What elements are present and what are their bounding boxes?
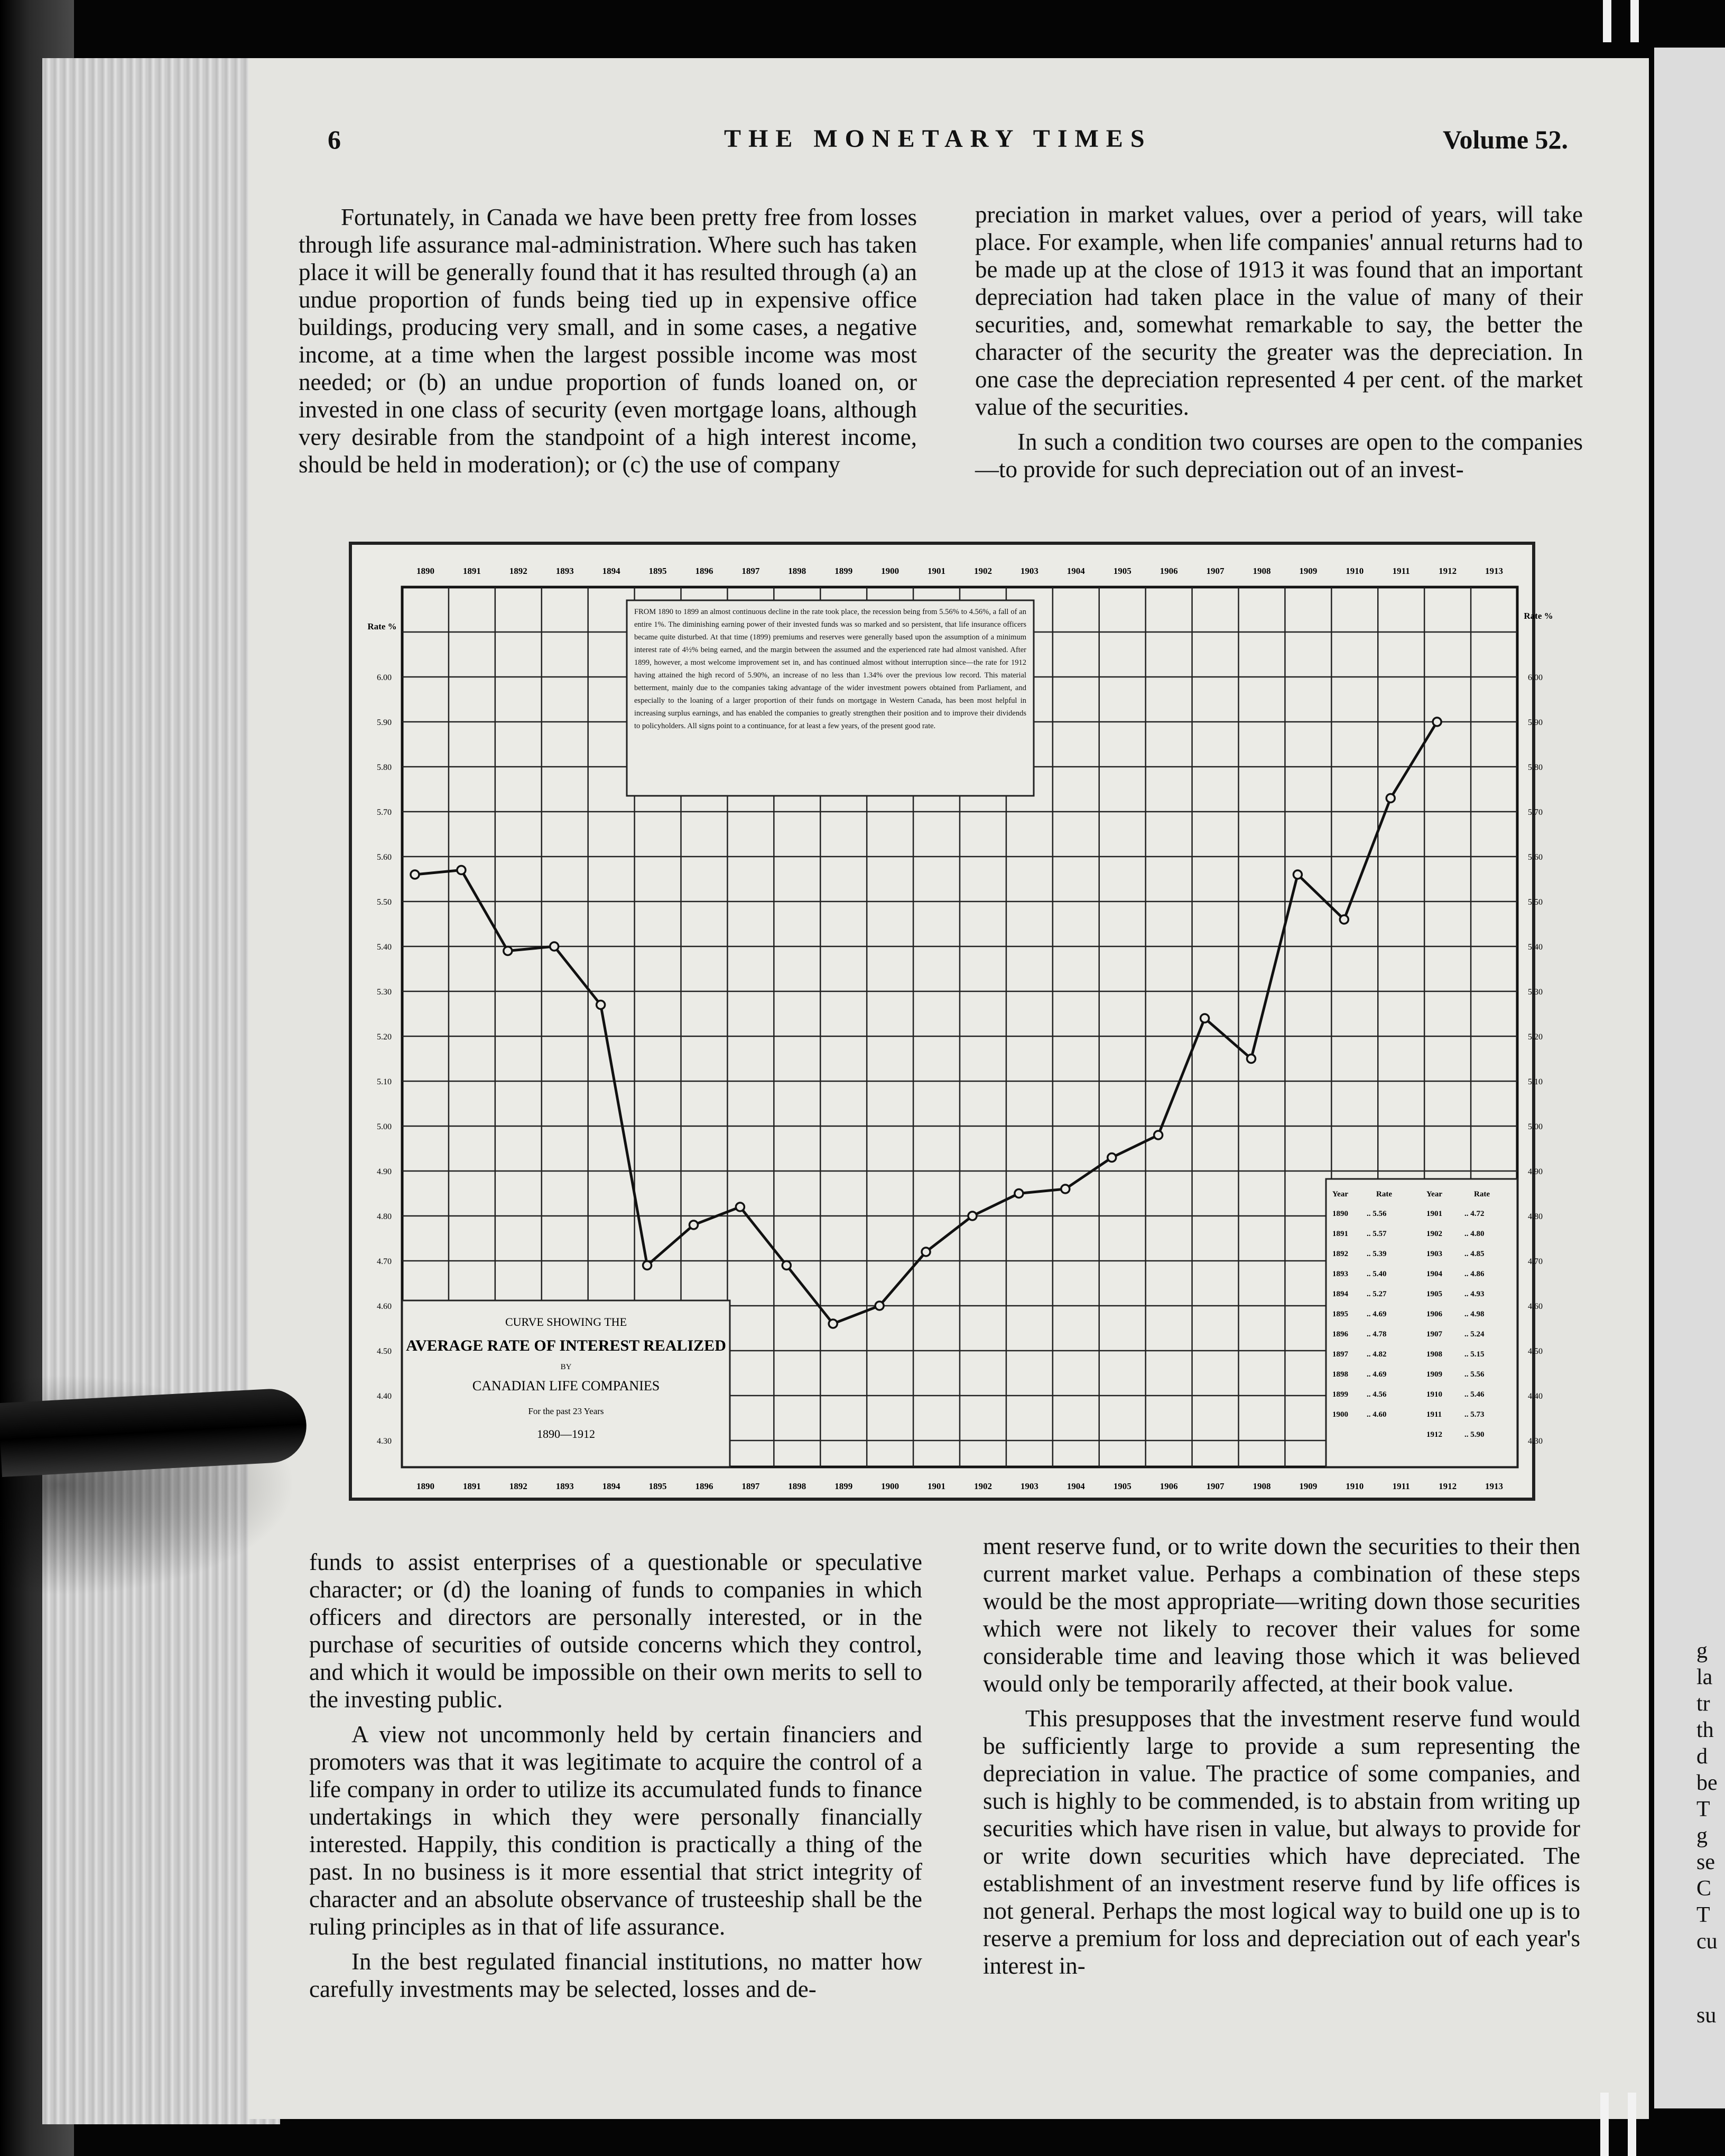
data-point [922,1248,930,1256]
x-tick-label-top: 1894 [602,566,620,576]
table-cell: 1895 [1332,1310,1348,1318]
table-cell: .. 4.69 [1367,1310,1387,1318]
chart-title-by: BY [560,1363,572,1371]
x-tick-label-bottom: 1904 [1066,1481,1085,1491]
table-cell: .. 4.93 [1464,1290,1485,1298]
x-tick-label-bottom: 1892 [509,1481,527,1491]
y-tick-label-right: 5.70 [1528,808,1543,817]
table-cell: 1897 [1332,1350,1348,1359]
data-point [643,1261,652,1270]
table-cell: 1911 [1426,1410,1442,1419]
x-tick-label-top: 1899 [834,566,853,576]
y-tick-label-right: 4.50 [1528,1347,1543,1356]
y-tick-label-right: 4.40 [1528,1392,1543,1401]
y-tick-label-left: 5.90 [377,718,392,727]
y-tick-label-right: 4.80 [1528,1212,1543,1221]
table-header: Year [1426,1190,1442,1198]
x-tick-label-top: 1897 [741,566,760,576]
y-tick-label-left: 4.50 [377,1347,392,1356]
paragraph: ment reserve fund, or to write down the securities to their then current market value. Perhaps a combination of these steps would be the most appropriate—writing down those securities which were not likely to recover their values for some considerable time and leaving those which it was believed would only be temporarily affected, at their book value. [983,1533,1580,1697]
data-point [550,942,559,951]
y-tick-label-left: 5.30 [377,988,392,997]
table-cell: .. 4.82 [1367,1350,1387,1359]
y-tick-label-right: 4.30 [1528,1437,1543,1446]
data-point [597,1001,605,1009]
y-tick-label-left: 5.40 [377,943,392,952]
table-header: Rate [1474,1190,1490,1198]
data-point [1061,1185,1070,1193]
x-tick-label-top: 1898 [788,566,806,576]
y-tick-label-right: 4.70 [1528,1257,1543,1266]
table-cell: .. 4.80 [1464,1230,1485,1238]
article-column-bottom-left [309,1548,922,2003]
journal-title: THE MONETARY TIMES [724,125,1152,153]
facing-page-fragment: la [1696,1665,1713,1689]
y-tick-label-right: 5.90 [1528,718,1543,727]
y-tick-label-right: 5.00 [1528,1122,1543,1131]
data-point [1154,1131,1163,1139]
data-point [782,1261,791,1270]
table-cell: 1891 [1332,1230,1348,1238]
table-cell: .. 5.40 [1367,1270,1387,1278]
chart-title-line-1: CURVE SHOWING THE [505,1315,627,1328]
x-tick-label-bottom: 1896 [695,1481,713,1491]
data-point [1201,1014,1209,1023]
data-point [736,1203,744,1211]
table-cell: .. 5.46 [1464,1390,1485,1399]
facing-page-fragment: g [1696,1824,1708,1848]
y-tick-label-left: 5.00 [377,1122,392,1131]
x-tick-label-top: 1900 [881,566,899,576]
x-tick-label-top: 1908 [1253,566,1271,576]
data-point [1340,915,1348,924]
data-point [1108,1154,1116,1162]
article-column-bottom-right [983,1532,1580,1980]
x-tick-label-bottom: 1893 [555,1481,574,1491]
facing-page-fragment: T [1696,1903,1710,1927]
x-tick-label-top: 1892 [509,566,527,576]
data-point [457,866,466,875]
data-point [1293,870,1302,879]
facing-page-fragment: T [1696,1797,1710,1822]
data-table-box [1326,1179,1517,1467]
annotation-text: FROM 1890 to 1899 an almost continuous decline in the rate took place, the recession being from 5.56% to 4.56%, a fall of an entire 1%. The diminishing earning power of their invested funds was so marked and so persistent, that life insurance officers became quite disturbed. At that time (1899) premiums and reserves were generally based upon the assumption of a minimum interest rate of 4½% being earned, and the margin between the assumed and the experienced rate had almost vanished. After 1899, however, a most welcome improvement set in, and has continued almost without interruption since—the rate for 1912 having attained the high record of 5.90%, an increase of no less than 1.34% over the previous low record. This material betterment, mainly due to the companies taking advantage of the wider investment powers obtained from Parliament, and especially to the loaning of a larger proportion of their funds on mortgage in Western Canada, has been most helpful in increasing surplus earnings, and has enabled the companies to greatly strengthen their position and to improve their dividends to policyholders. All signs point to a continuance, for at least a few years, of the present good rate. [634,608,1026,730]
x-tick-label-top: 1911 [1392,566,1410,576]
paragraph: funds to assist enterprises of a questionable or speculative character; or (d) the loaning of funds to companies in which officers and directors are personally interested, or in the purchase of securities of outside concerns which they control, and which it would be impossible on their own merits to sell to the investing public. [309,1549,922,1713]
table-cell: 1890 [1332,1210,1348,1218]
paragraph: This presupposes that the investment reserve fund would be sufficiently large to provide a sum representing the depreciation in value. The practice of some companies, and such is highly to be commended, is to abstain from writing up securities which have risen in value, but always to provide for or write down securities which have depreciated. The establishment of an investment reserve fund by life offices is not general. Perhaps the most logical way to build one up is to reserve a premium for loss and depreciation out of each year's interest in- [983,1705,1580,1979]
article-column-top-left [299,203,917,478]
scan-bar [1628,2093,1636,2156]
table-cell: .. 5.57 [1367,1230,1387,1238]
paragraph: Fortunately, in Canada we have been pretty free from losses through life assurance mal-administration. Where such has taken place it will be generally found that it has resulted through (a) an undue proportion of funds being tied up in expensive office buildings, producing very small, and in some cases, a negative income, at a time when the largest possible income was most needed; or (b) an undue proportion of funds loaned on, or invested in one class of security (even mortgage loans, although very desirable from the standpoint of a high interest income, should be held in moderation); or (c) the use of company [299,204,917,478]
x-tick-label-bottom: 1900 [881,1481,899,1491]
y-tick-label-right: 5.20 [1528,1033,1543,1042]
x-tick-label-bottom: 1906 [1160,1481,1178,1491]
facing-page-fragment: se [1696,1850,1715,1874]
x-tick-label-top: 1905 [1113,566,1132,576]
table-cell: 1905 [1426,1290,1442,1298]
x-tick-label-top: 1891 [462,566,481,576]
x-tick-label-bottom: 1911 [1392,1481,1410,1491]
paragraph: A view not uncommonly held by certain financiers and promoters was that it was legitimate to acquire the control of a life company in order to utilize its accumulated funds to finance undertakings in which they were personally financially interested. Happily, this condition is practically a thing of the past. In no business is it more essential that strict integrity of character and an absolute observance of trusteeship shall be the ruling principles as in that of life assurance. [309,1721,922,1940]
x-tick-label-bottom: 1905 [1113,1481,1132,1491]
facing-page-fragment: d [1696,1744,1708,1769]
x-tick-label-bottom: 1909 [1299,1481,1318,1491]
facing-page-fragment: th [1696,1718,1714,1742]
y-tick-label-right: 4.60 [1528,1302,1543,1311]
scan-bar [1600,2093,1609,2156]
interest-rate-chart [349,542,1553,1501]
table-cell: 1903 [1426,1250,1442,1258]
paragraph: In the best regulated financial institutions, no matter how carefully investments may be selected, losses and de- [309,1948,922,2002]
table-cell: .. 5.90 [1464,1430,1485,1439]
page-number: 6 [328,125,341,154]
y-tick-label-right: 5.30 [1528,988,1543,997]
y-tick-label-left: 5.20 [377,1033,392,1042]
x-tick-label-bottom: 1898 [788,1481,806,1491]
data-point [1433,718,1441,726]
x-tick-label-top: 1906 [1160,566,1178,576]
y-tick-label-left: 4.30 [377,1437,392,1446]
y-tick-label-left: 5.80 [377,763,392,772]
table-cell: .. 5.73 [1464,1410,1485,1419]
table-cell: 1912 [1426,1430,1442,1439]
x-tick-label-top: 1903 [1020,566,1038,576]
table-cell: 1908 [1426,1350,1442,1359]
table-header: Year [1332,1190,1348,1198]
x-tick-label-bottom: 1899 [834,1481,853,1491]
data-point [689,1221,698,1229]
table-cell: .. 5.56 [1367,1210,1387,1218]
scan-bar [1603,0,1611,42]
x-tick-label-bottom: 1912 [1439,1481,1457,1491]
x-tick-label-top: 1890 [416,566,434,576]
x-tick-label-top: 1909 [1299,566,1318,576]
table-cell: 1892 [1332,1250,1348,1258]
x-tick-label-top: 1907 [1206,566,1225,576]
y-tick-label-right: 5.10 [1528,1077,1543,1086]
y-tick-label-left: 5.70 [377,808,392,817]
data-point [1247,1055,1255,1063]
x-tick-label-top: 1896 [695,566,713,576]
y-tick-label-left: 6.00 [377,673,392,682]
table-cell: .. 4.72 [1464,1210,1485,1218]
data-point [504,947,512,955]
x-tick-label-bottom: 1897 [741,1481,760,1491]
y-tick-label-left: 4.70 [377,1257,392,1266]
table-cell: .. 5.27 [1367,1290,1387,1298]
x-tick-label-bottom: 1913 [1485,1481,1504,1491]
chart-title-subject: CANADIAN LIFE COMPANIES [472,1378,660,1393]
table-cell: .. 4.56 [1367,1390,1387,1399]
data-point [411,870,419,879]
chart-title: AVERAGE RATE OF INTEREST REALIZED [406,1337,726,1354]
table-cell: .. 5.56 [1464,1370,1485,1379]
table-cell: 1901 [1426,1210,1442,1218]
table-cell: 1899 [1332,1390,1348,1399]
chart-canvas [352,545,1553,1498]
y-tick-label-left: 4.90 [377,1167,392,1176]
x-tick-label-bottom: 1908 [1253,1481,1271,1491]
x-tick-label-bottom: 1894 [602,1481,620,1491]
data-point [875,1302,884,1310]
x-tick-label-top: 1904 [1066,566,1085,576]
table-cell: 1909 [1426,1370,1442,1379]
x-tick-label-bottom: 1902 [973,1481,992,1491]
table-cell: .. 4.86 [1464,1270,1485,1278]
y-axis-label-right: Rate % [1524,611,1553,621]
table-header: Rate [1376,1190,1392,1198]
x-tick-label-top: 1902 [973,566,992,576]
y-tick-label-right: 5.50 [1528,898,1543,907]
table-cell: .. 4.60 [1367,1410,1387,1419]
x-tick-label-top: 1912 [1439,566,1457,576]
x-tick-label-bottom: 1890 [416,1481,434,1491]
x-tick-label-top: 1893 [555,566,574,576]
y-tick-label-right: 6.00 [1528,673,1543,682]
x-tick-label-bottom: 1895 [648,1481,667,1491]
chart-subtitle: For the past 23 Years [528,1406,604,1416]
annotation-text-holder [634,606,1026,791]
x-tick-label-bottom: 1907 [1206,1481,1225,1491]
y-axis-label-left: Rate % [367,621,397,631]
y-tick-label-left: 5.60 [377,853,392,862]
table-cell: 1896 [1332,1330,1348,1339]
x-tick-label-top: 1895 [648,566,667,576]
article-column-top-right [975,201,1583,483]
table-cell: .. 4.98 [1464,1310,1485,1318]
y-tick-label-left: 4.80 [377,1212,392,1221]
table-cell: 1907 [1426,1330,1442,1339]
table-cell: 1894 [1332,1290,1348,1298]
table-cell: 1904 [1426,1270,1442,1278]
facing-page-fragment: g [1696,1639,1708,1663]
y-tick-label-right: 5.60 [1528,853,1543,862]
chart-title-years: 1890—1912 [537,1427,595,1441]
table-cell: 1893 [1332,1270,1348,1278]
x-tick-label-top: 1910 [1346,566,1364,576]
facing-page-fragment: tr [1696,1692,1710,1716]
table-cell: .. 4.69 [1367,1370,1387,1379]
facing-page-fragment: C [1696,1876,1712,1901]
table-cell: 1900 [1332,1410,1348,1419]
facing-page-fragment: cu [1696,1929,1718,1954]
x-tick-label-bottom: 1910 [1346,1481,1364,1491]
facing-page-fragment: be [1696,1771,1718,1795]
table-cell: .. 4.85 [1464,1250,1485,1258]
facing-page-fragment: su [1696,2003,1717,2028]
paragraph: preciation in market values, over a period of years, will take place. For example, when life companies' annual returns had to be made up at the close of 1913 it was found that an important depreciation had taken place in the value of many of their securities, and, somewhat remarkable to say, the better the character of the security the greater was the depreciation. In one case the depreciation represented 4 per cent. of the market value of the securities. [975,201,1583,420]
y-tick-label-right: 4.90 [1528,1167,1543,1176]
x-tick-label-bottom: 1903 [1020,1481,1038,1491]
table-cell: .. 5.15 [1464,1350,1485,1359]
y-tick-label-left: 5.10 [377,1077,392,1086]
x-tick-label-bottom: 1901 [928,1481,946,1491]
scan-bar [1630,0,1639,42]
data-point [1015,1189,1023,1198]
x-tick-label-bottom: 1891 [462,1481,481,1491]
y-tick-label-right: 5.80 [1528,763,1543,772]
table-cell: 1910 [1426,1390,1442,1399]
volume-label: Volume 52. [1443,125,1569,154]
table-cell: 1906 [1426,1310,1442,1318]
data-point [1386,794,1395,803]
y-tick-label-left: 4.40 [377,1392,392,1401]
table-cell: .. 5.39 [1367,1250,1387,1258]
table-cell: 1902 [1426,1230,1442,1238]
y-tick-label-right: 5.40 [1528,943,1543,952]
table-cell: 1898 [1332,1370,1348,1379]
table-cell: .. 4.78 [1367,1330,1387,1339]
paragraph: In such a condition two courses are open to the companies—to provide for such depreciation out of an invest- [975,429,1583,482]
x-tick-label-top: 1901 [928,566,946,576]
table-cell: .. 5.24 [1464,1330,1485,1339]
data-point [829,1319,837,1328]
y-tick-label-left: 5.50 [377,898,392,907]
facing-page-strip [1654,48,1725,2108]
book-page-stack [42,58,280,2124]
data-point [968,1212,977,1220]
x-tick-label-top: 1913 [1485,566,1504,576]
y-tick-label-left: 4.60 [377,1302,392,1311]
